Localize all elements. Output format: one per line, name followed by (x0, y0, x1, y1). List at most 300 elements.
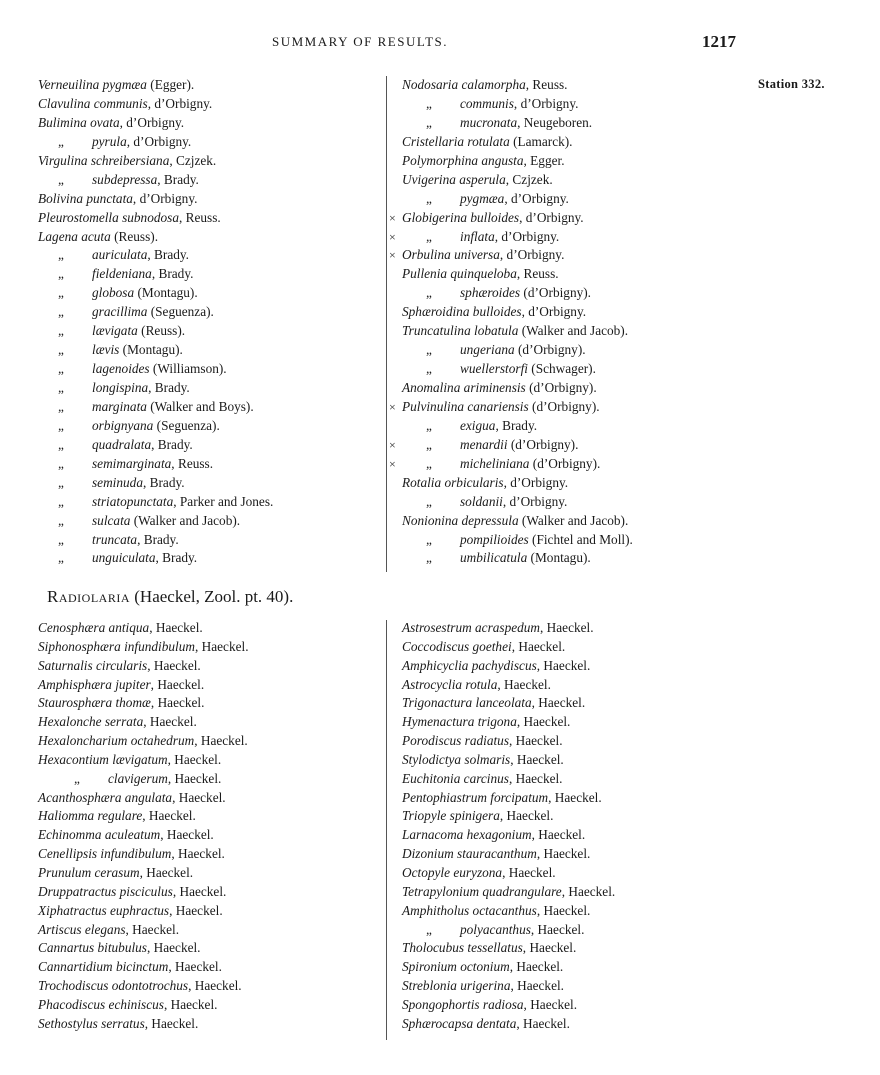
species-entry (402, 360, 633, 379)
species-name: Cristellaria rotulata (402, 133, 510, 149)
species-entry (402, 807, 615, 826)
species-authority: , Neugeboren. (517, 114, 593, 130)
species-entry (402, 1015, 615, 1034)
species-authority: (Walker and Boys). (146, 398, 254, 414)
species-name: Siphonosphæra infundibulum (38, 638, 195, 654)
ditto-mark: „ (58, 323, 64, 339)
ditto-mark: „ (58, 436, 64, 452)
species-name: soldanii (460, 493, 503, 509)
species-authority: , Haeckel. (169, 902, 223, 918)
running-header-title: SUMMARY OF RESULTS. (272, 34, 449, 49)
species-authority: , Haeckel. (167, 770, 222, 786)
species-authority: , d’Orbigny. (519, 209, 584, 225)
species-authority: , Haeckel. (163, 996, 218, 1012)
species-name: Staurosphæra thomæ (38, 695, 151, 711)
species-entry (402, 284, 633, 303)
species-name: Coccodiscus goethei (402, 638, 512, 654)
species-name: Pentophiastrum forcipatum (402, 789, 549, 805)
species-entry (38, 379, 273, 398)
species-entry (38, 512, 273, 531)
species-name: Saturnalis circularis (38, 657, 148, 673)
species-authority: (Williamson). (149, 361, 227, 377)
species-entry (402, 171, 633, 190)
species-name: Triopyle spinigera (402, 808, 500, 824)
species-authority: , Parker and Jones. (173, 493, 274, 509)
ditto-mark: „ (426, 114, 432, 130)
species-name: pyrula (92, 133, 127, 149)
cross-mark: × (389, 248, 396, 263)
station-label: Station 332. (758, 77, 825, 91)
species-name: Sethostylus serratus (38, 1015, 145, 1031)
species-name: orbignyana (92, 417, 154, 433)
species-entry (389, 455, 633, 474)
cross-mark: × (389, 229, 396, 244)
species-authority: , Haeckel. (167, 751, 222, 767)
species-entry (38, 789, 249, 808)
species-entry (402, 694, 615, 713)
species-authority: , d’Orbigny. (494, 228, 560, 244)
species-name: Sphæroidina bulloides (402, 304, 522, 320)
species-name: Nodosaria calamorpha (402, 77, 526, 92)
species-authority: , d’Orbigny. (513, 95, 579, 111)
species-authority: , Haeckel. (171, 846, 225, 862)
radiolaria-heading (47, 587, 293, 607)
species-name: Rotalia orbicularis (402, 474, 504, 490)
species-authority: , Haeckel. (531, 827, 586, 843)
ditto-mark: „ (58, 474, 64, 490)
species-entry (402, 958, 615, 977)
ditto-mark: „ (426, 190, 432, 206)
species-entry (402, 619, 615, 638)
species-name: Acanthosphæra angulata (38, 789, 173, 805)
species-name: Phacodiscus echiniscus (38, 996, 164, 1012)
species-authority: , Haeckel. (548, 789, 602, 805)
species-name: Nonionina depressula (402, 512, 519, 528)
species-name: Verneuilina pygmæa (38, 77, 147, 92)
species-entry (38, 322, 273, 341)
species-authority: , d’Orbigny. (504, 190, 569, 206)
ditto-mark: „ (74, 770, 80, 786)
species-name: lagenoides (92, 361, 150, 377)
species-name: Cannartus bitubulus (38, 940, 147, 956)
species-entry (402, 939, 615, 958)
species-authority: , Haeckel. (497, 676, 551, 692)
species-authority: , Haeckel. (536, 902, 591, 918)
species-authority: , d’Orbigny. (132, 190, 198, 206)
ditto-mark: „ (58, 304, 64, 320)
species-name: Trigonactura lanceolata (402, 695, 532, 711)
species-entry (38, 341, 273, 360)
species-entry (402, 152, 633, 171)
species-name: Hexacontium lævigatum (38, 751, 168, 767)
species-authority: , Haeckel. (502, 864, 556, 880)
species-authority: , Haeckel. (516, 714, 571, 730)
species-name: Cenosphæra antiqua (38, 620, 150, 635)
species-authority: , Haeckel. (149, 620, 203, 635)
species-entry (38, 114, 273, 133)
ditto-mark: „ (58, 342, 64, 358)
species-entry (389, 436, 633, 455)
species-entry (38, 939, 249, 958)
species-authority: (Egger). (146, 77, 195, 92)
species-authority: , Haeckel. (160, 827, 214, 843)
species-entry (402, 493, 633, 512)
species-entry (402, 713, 615, 732)
species-authority: , Brady. (157, 171, 199, 187)
species-name: ungeriana (460, 342, 515, 358)
species-name: Clavulina communis (38, 95, 148, 111)
species-entry (402, 864, 615, 883)
species-entry (38, 807, 249, 826)
species-entry (38, 883, 249, 902)
species-entry (402, 303, 633, 322)
cross-mark: × (389, 437, 396, 452)
ditto-mark: „ (58, 380, 64, 395)
species-entry (38, 171, 273, 190)
species-entry (38, 549, 273, 568)
species-authority: , Haeckel. (516, 1015, 570, 1031)
species-authority: (Fichtel and Moll). (528, 531, 633, 547)
species-authority: , Reuss. (171, 455, 214, 471)
species-authority: , Brady. (151, 266, 194, 282)
species-entry (389, 246, 633, 265)
species-entry (389, 398, 633, 417)
radiolaria-reference: (Haeckel, Zool. pt. 40). (130, 587, 294, 606)
ditto-mark: „ (58, 285, 64, 301)
species-name: Cenellipsis infundibulum (38, 846, 172, 862)
species-authority: (Seguenza). (147, 304, 214, 320)
species-entry (402, 883, 615, 902)
species-authority: (Montagu). (119, 342, 183, 358)
species-authority: , Haeckel. (499, 808, 554, 824)
species-authority: , Brady. (155, 550, 198, 566)
species-name: marginata (92, 398, 147, 414)
species-entry (38, 751, 249, 770)
species-name: Sphærocapsa dentata (402, 1015, 517, 1031)
species-entry (402, 657, 615, 676)
species-entry (38, 95, 273, 114)
ditto-mark: „ (426, 361, 432, 377)
ditto-mark: „ (58, 512, 64, 528)
species-name: gracillima (92, 304, 148, 320)
species-name: communis (460, 95, 514, 111)
ditto-mark: „ (426, 417, 432, 433)
species-name: mucronata (460, 114, 518, 130)
species-authority: , Haeckel. (146, 940, 201, 956)
cross-mark: × (389, 399, 396, 414)
ditto-mark: „ (426, 921, 432, 937)
species-authority: (Walker and Jacob). (518, 512, 629, 528)
species-name: pompilioides (460, 531, 529, 547)
species-authority: , Haeckel. (139, 864, 194, 880)
ditto-mark: „ (58, 531, 64, 547)
species-entry (38, 902, 249, 921)
species-name: Pulvinulina canariensis (402, 398, 529, 414)
species-name: Globigerina bulloides (402, 209, 520, 225)
species-name: Hymenactura trigona (402, 714, 517, 730)
ditto-mark: „ (58, 493, 64, 509)
species-entry (38, 619, 249, 638)
species-entry (402, 265, 633, 284)
species-authority: , d’Orbigny. (119, 114, 185, 130)
species-name: Orbulina universa (402, 247, 500, 263)
foraminifera-list-left (38, 76, 273, 568)
species-authority: , Haeckel. (510, 978, 564, 994)
species-authority: , Haeckel. (530, 921, 585, 937)
species-entry (402, 322, 633, 341)
column-divider-bottom (386, 620, 387, 1040)
ditto-mark: „ (426, 550, 432, 566)
species-authority: (Walker and Jacob). (130, 512, 241, 528)
species-name: Uvigerina asperula (402, 171, 506, 187)
species-authority: (Lamarck). (509, 133, 573, 149)
species-authority: (d’Orbigny). (514, 342, 586, 358)
species-authority: , Haeckel. (142, 808, 196, 824)
radiolaria-title: Radiolaria (47, 587, 130, 606)
species-name: Astrocyclia rotula (402, 676, 498, 692)
species-name: Echinomma aculeatum (38, 827, 161, 843)
species-authority: , Haeckel. (188, 978, 242, 994)
species-entry (38, 265, 273, 284)
species-name: Hexaloncharium octahedrum (38, 733, 195, 749)
species-name: wuellerstorfi (460, 361, 528, 377)
species-name: Octopyle euryzona (402, 864, 503, 880)
species-authority: , Reuss. (525, 77, 568, 92)
species-name: Artiscus elegans (38, 921, 126, 937)
species-entry (38, 996, 249, 1015)
species-name: Astrosestrum acraspedum (402, 620, 541, 635)
species-entry (38, 958, 249, 977)
species-name: Bolivina punctata (38, 190, 133, 206)
species-authority: , Haeckel. (144, 1015, 199, 1031)
species-name: sphæroides (460, 285, 521, 301)
species-authority: (d’Orbigny). (520, 285, 591, 301)
species-authority: , Brady. (495, 417, 538, 433)
species-name: Druppatractus pisciculus (38, 883, 173, 899)
species-entry (402, 826, 615, 845)
species-name: exigua (460, 417, 496, 433)
species-authority: , Haeckel. (168, 959, 222, 975)
species-entry (402, 531, 633, 550)
species-authority: (Montagu). (527, 550, 591, 566)
species-authority: (d’Orbigny). (528, 398, 600, 414)
species-authority: , Haeckel. (509, 733, 563, 749)
species-authority: , Haeckel. (540, 620, 594, 635)
species-name: fieldeniana (92, 266, 152, 282)
cross-mark: × (389, 456, 396, 471)
species-authority: , Czjzek. (169, 152, 217, 168)
species-name: Tholocubus tessellatus (402, 940, 523, 956)
species-authority: , d’Orbigny. (502, 493, 568, 509)
species-name: Streblonia urigerina (402, 978, 511, 994)
species-name: Haliomma regulare (38, 808, 143, 824)
species-entry (38, 474, 273, 493)
ditto-mark: „ (58, 417, 64, 433)
species-name: truncata (92, 531, 138, 547)
species-authority: (Reuss). (110, 228, 159, 244)
species-name: pygmæa (460, 190, 505, 206)
species-entry (38, 76, 273, 95)
ditto-mark: „ (58, 398, 64, 414)
species-name: subdepressa (92, 171, 158, 187)
species-entry (38, 190, 273, 209)
species-authority: , Brady. (142, 474, 185, 490)
species-name: Amphisphæra jupiter (38, 676, 151, 692)
ditto-mark: „ (426, 95, 432, 111)
species-authority: , Brady. (147, 247, 190, 263)
species-entry (38, 246, 273, 265)
species-name: Cannartidium bicinctum (38, 959, 169, 975)
species-authority: , Brady. (137, 531, 179, 547)
species-name: Pleurostomella subnodosa (38, 209, 179, 225)
species-entry (402, 417, 633, 436)
species-name: menardii (460, 436, 508, 452)
species-name: Truncatulina lobatula (402, 323, 519, 339)
species-entry (402, 95, 633, 114)
species-name: Amphitholus octacanthus (402, 902, 537, 918)
species-entry (38, 732, 249, 751)
species-entry (389, 209, 633, 228)
species-name: Polymorphina angusta (402, 152, 524, 168)
species-entry (38, 436, 273, 455)
species-authority: , d’Orbigny. (503, 474, 569, 490)
species-authority: , Brady. (148, 380, 190, 395)
species-authority: , Haeckel. (150, 695, 205, 711)
species-entry (38, 303, 273, 322)
species-authority: , Haeckel. (531, 695, 586, 711)
species-entry (38, 417, 273, 436)
species-entry (402, 638, 615, 657)
species-name: Xiphatractus euphractus (38, 902, 170, 918)
ditto-mark: „ (426, 342, 432, 358)
ditto-mark: „ (426, 455, 432, 471)
species-entry (402, 770, 615, 789)
species-authority: , Haeckel. (511, 638, 566, 654)
species-entry (389, 228, 633, 247)
species-authority: , Haeckel. (195, 638, 249, 654)
species-entry (38, 826, 249, 845)
ditto-mark: „ (58, 133, 64, 149)
species-name: clavigerum (108, 770, 168, 786)
species-entry (38, 152, 273, 171)
species-entry (402, 921, 615, 940)
species-name: Lagena acuta (38, 228, 111, 244)
species-entry (402, 902, 615, 921)
species-name: globosa (92, 285, 135, 301)
species-authority: , Haeckel. (125, 921, 180, 937)
radiolaria-list-right (402, 619, 615, 1034)
species-authority: , Haeckel. (150, 676, 205, 692)
page-number: 1217 (702, 32, 736, 51)
species-entry (38, 209, 273, 228)
radiolaria-list-left (38, 619, 249, 1034)
species-entry (402, 845, 615, 864)
species-name: lævis (92, 342, 120, 358)
species-entry (38, 770, 249, 789)
species-name: Hexalonche serrata (38, 714, 144, 730)
species-entry (402, 977, 615, 996)
species-name: Prunulum cerasum (38, 864, 140, 880)
species-authority: , Haeckel. (194, 733, 248, 749)
ditto-mark: „ (426, 531, 432, 547)
species-authority: , Haeckel. (536, 657, 591, 673)
species-authority: , Haeckel. (508, 770, 563, 786)
species-entry (38, 455, 273, 474)
species-authority: , Haeckel. (147, 657, 201, 673)
species-name: Dizonium stauracanthum (402, 846, 537, 862)
species-authority: , Haeckel. (510, 751, 564, 767)
species-name: Spongophortis radiosa (402, 996, 524, 1012)
species-entry (38, 284, 273, 303)
species-name: sulcata (92, 512, 131, 528)
species-name: longispina (92, 380, 149, 395)
species-authority: (Walker and Jacob). (518, 323, 629, 339)
ditto-mark: „ (426, 285, 432, 301)
species-entry (402, 341, 633, 360)
species-name: micheliniana (460, 455, 530, 471)
species-entry (402, 512, 633, 531)
species-entry (402, 751, 615, 770)
species-entry (402, 996, 615, 1015)
species-entry (402, 190, 633, 209)
species-entry (38, 676, 249, 695)
species-entry (402, 114, 633, 133)
cross-mark: × (389, 210, 396, 225)
species-name: semimarginata (92, 455, 172, 471)
species-entry (38, 398, 273, 417)
species-entry (402, 789, 615, 808)
species-entry (402, 76, 633, 95)
species-entry (402, 474, 633, 493)
ditto-mark: „ (58, 171, 64, 187)
species-entry (38, 228, 273, 247)
species-authority: , d’Orbigny. (126, 133, 192, 149)
species-authority: , Reuss. (516, 266, 559, 282)
species-authority: (d’Orbigny). (529, 455, 601, 471)
species-name: umbilicatula (460, 550, 528, 566)
species-name: unguiculata (92, 550, 156, 566)
species-entry (38, 638, 249, 657)
species-authority: , d’Orbigny. (521, 304, 587, 320)
species-authority: (Seguenza). (153, 417, 220, 433)
species-authority: , Brady. (151, 436, 193, 452)
species-authority: , Haeckel. (536, 846, 591, 862)
species-name: Trochodiscus odontotrochus (38, 978, 189, 994)
species-authority: (Montagu). (134, 285, 198, 301)
species-authority: (Reuss). (137, 323, 186, 339)
species-entry (38, 921, 249, 940)
column-divider-top (386, 76, 387, 572)
species-entry (38, 133, 273, 152)
species-entry (38, 713, 249, 732)
species-authority: , Haeckel. (172, 789, 226, 805)
ditto-mark: „ (58, 361, 64, 377)
species-entry (38, 694, 249, 713)
species-name: Spironium octonium (402, 959, 510, 975)
species-authority: , Haeckel. (523, 996, 578, 1012)
species-authority: , Haeckel. (561, 883, 616, 899)
species-entry (38, 845, 249, 864)
ditto-mark: „ (426, 493, 432, 509)
species-authority: , d’Orbigny. (499, 247, 565, 263)
species-authority: , Haeckel. (509, 959, 564, 975)
species-entry (38, 657, 249, 676)
species-name: Bulimina ovata (38, 114, 120, 130)
species-name: Anomalina ariminensis (402, 380, 526, 395)
species-entry (38, 360, 273, 379)
ditto-mark: „ (426, 228, 432, 244)
ditto-mark: „ (58, 550, 64, 566)
